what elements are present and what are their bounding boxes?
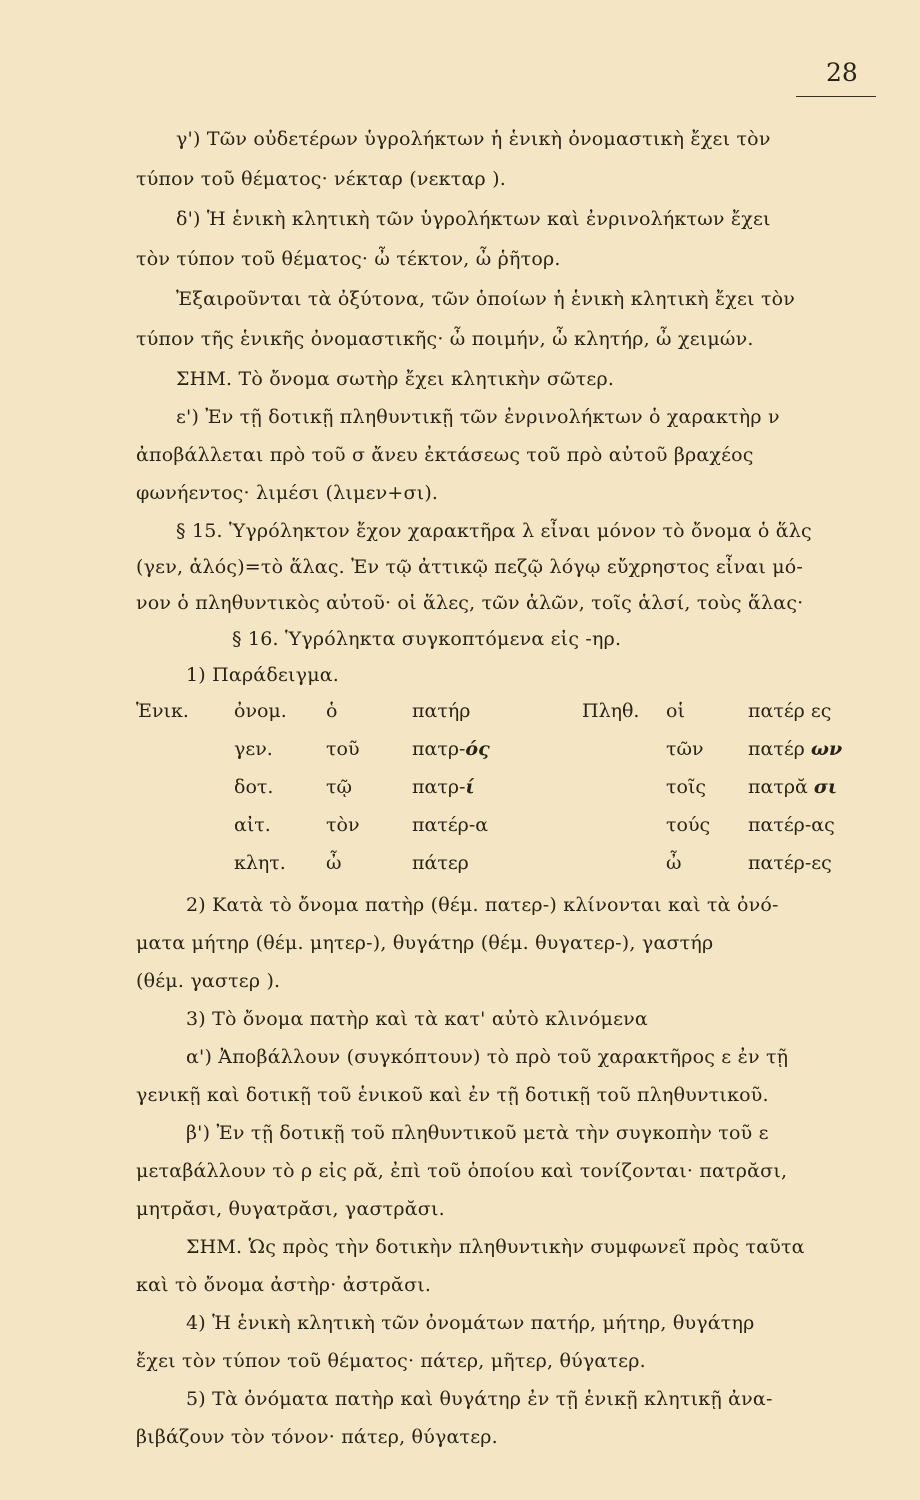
page-number: 28: [826, 58, 858, 87]
table-cell: τούς: [666, 814, 711, 836]
text-line: ε') Ἐν τῇ δοτικῇ πληθυντικῇ τῶν ἐνρινολήκτων ὁ χαρακτὴρ ν: [176, 406, 780, 428]
table-cell: αἰτ.: [234, 814, 271, 836]
table-cell-stem: πατρ-: [412, 776, 466, 798]
table-row: [136, 700, 876, 726]
text-line: φωνήεντος· λιμέσι (λιμεν+σι).: [136, 482, 439, 504]
text-line: ματα μήτηρ (θέμ. μητερ-), θυγάτηρ (θέμ. θυγατερ-), γαστήρ: [136, 932, 714, 954]
text-line: τύπον τῆς ἑνικῆς ὀνομαστικῆς· ὦ ποιμήν, ὦ κλητήρ, ὦ χειμών.: [136, 328, 754, 350]
table-cell: [748, 738, 842, 760]
table-cell: κλητ.: [234, 852, 286, 874]
text-line: 3) Τὸ ὄνομα πατὴρ καὶ τὰ κατ' αὐτὸ κλινόμενα: [186, 1008, 648, 1030]
text-line: ΣΗΜ. Τὸ ὄνομα σωτὴρ ἔχει κλητικὴν σῶτερ.: [176, 368, 615, 390]
table-cell-stem: πατέρ: [748, 738, 805, 760]
table-row: [136, 738, 876, 764]
text-line: μεταβάλλουν τὸ ρ εἰς ρᾰ, ἐπὶ τοῦ ὁποίου καὶ τονίζονται· πατρᾰσι,: [136, 1160, 788, 1182]
table-cell: τῷ: [326, 776, 353, 798]
table-cell: Πληθ.: [582, 700, 640, 722]
table-cell: οἱ: [666, 700, 685, 722]
table-cell: πατέρ-ες: [748, 852, 832, 874]
table-cell: [748, 700, 831, 722]
table-cell-ending: ες: [810, 700, 832, 722]
table-row: [136, 852, 876, 878]
table-cell: ὦ: [666, 852, 682, 874]
table-cell: ὀνομ.: [234, 700, 287, 722]
table-cell: τὸν: [326, 814, 360, 836]
section-heading: § 16. Ὑγρόληκτα συγκοπτόμενα εἰς -ηρ.: [232, 628, 622, 650]
table-cell-ending: ων: [810, 738, 843, 760]
text-line: (γεν, ἁλός)=τὸ ἅλας. Ἐν τῷ ἀττικῷ πεζῷ λόγῳ εὔχρηστος εἶναι μό-: [136, 556, 804, 578]
text-line: (θέμ. γαστερ ).: [136, 970, 281, 992]
table-cell-ending: σι: [813, 776, 838, 798]
table-cell: [412, 738, 490, 760]
text-line: β') Ἐν τῇ δοτικῇ τοῦ πληθυντικοῦ μετὰ τὴν συγκοπὴν τοῦ ε: [186, 1122, 769, 1144]
text-line: μητρᾰσι, θυγατρᾰσι, γαστρᾰσι.: [136, 1198, 445, 1220]
page-number-rule: [796, 96, 876, 97]
text-line: νον ὁ πληθυντικὸς αὐτοῦ· οἱ ἅλες, τῶν ἁλῶν, τοῖς ἁλσί, τοὺς ἅλας·: [136, 592, 804, 614]
text-line: α') Ἀποβάλλουν (συγκόπτουν) τὸ πρὸ τοῦ χαρακτῆρος ε ἐν τῇ: [186, 1046, 789, 1068]
table-cell: ὁ: [326, 700, 338, 722]
text-line: τύπον τοῦ θέματος· νέκταρ (νεκταρ ).: [136, 168, 506, 190]
table-row: [136, 814, 876, 840]
table-cell-stem: πατρ-: [412, 738, 466, 760]
table-cell: τοῦ: [326, 738, 360, 760]
table-cell-stem: πατέρ: [748, 700, 805, 722]
table-cell: πατήρ: [412, 700, 471, 722]
text-line: Ἐξαιροῦνται τὰ ὀξύτονα, τῶν ὁποίων ἡ ἑνικὴ κλητικὴ ἔχει τὸν: [176, 288, 796, 310]
table-cell: πατέρ-α: [412, 814, 489, 836]
text-line: καὶ τὸ ὄνομα ἀστὴρ· ἀστρᾰσι.: [136, 1274, 432, 1296]
table-cell: πάτερ: [412, 852, 469, 874]
text-line: 5) Τὰ ὀνόματα πατὴρ καὶ θυγάτηρ ἐν τῇ ἑνικῇ κλητικῇ ἀνα-: [186, 1388, 773, 1410]
table-cell-ending: ός: [465, 738, 490, 760]
section-heading: § 15. Ὑγρόληκτον ἔχον χαρακτῆρα λ εἶναι μόνον τὸ ὄνομα ὁ ἅλς: [176, 520, 812, 542]
table-cell: Ἑνικ.: [136, 700, 189, 722]
text-line: γ') Τῶν οὐδετέρων ὑγρολήκτων ἡ ἑνικὴ ὀνομαστικὴ ἔχει τὸν: [176, 128, 771, 150]
text-line: ἔχει τὸν τύπον τοῦ θέματος· πάτερ, μῆτερ, θύγατερ.: [136, 1350, 646, 1372]
table-cell: πατέρ-ας: [748, 814, 835, 836]
table-cell-stem: πατρᾰ: [748, 776, 808, 798]
text-line: ΣΗΜ. Ὡς πρὸς τὴν δοτικὴν πληθυντικὴν συμφωνεῖ πρὸς ταῦτα: [186, 1236, 805, 1258]
table-cell: [412, 776, 475, 798]
table-cell-ending: ί: [465, 776, 475, 798]
text-line: 1) Παράδειγμα.: [186, 664, 340, 686]
text-line: 2) Κατὰ τὸ ὄνομα πατὴρ (θέμ. πατερ-) κλίνονται καὶ τὰ ὀνό-: [186, 894, 779, 916]
text-line: 4) Ἡ ἑνικὴ κλητικὴ τῶν ὀνομάτων πατήρ, μήτηρ, θυγάτηρ: [186, 1312, 755, 1334]
table-cell: ὦ: [326, 852, 342, 874]
table-cell: δοτ.: [234, 776, 274, 798]
table-cell: γεν.: [234, 738, 273, 760]
text-line: γενικῇ καὶ δοτικῇ τοῦ ἑνικοῦ καὶ ἐν τῇ δοτικῇ τοῦ πληθυντικοῦ.: [136, 1084, 769, 1106]
table-cell: τῶν: [666, 738, 704, 760]
text-line: δ') Ἡ ἑνικὴ κλητικὴ τῶν ὑγρολήκτων καὶ ἐνρινολήκτων ἔχει: [176, 208, 771, 230]
table-cell: τοῖς: [666, 776, 707, 798]
table-cell: [748, 776, 837, 798]
text-line: τὸν τύπον τοῦ θέματος· ὦ τέκτον, ὦ ῥῆτορ.: [136, 248, 561, 270]
text-line: βιβάζουν τὸν τόνον· πάτερ, θύγατερ.: [136, 1426, 498, 1448]
table-row: [136, 776, 876, 802]
text-line: ἀποβάλλεται πρὸ τοῦ σ ἄνευ ἐκτάσεως τοῦ πρὸ αὐτοῦ βραχέος: [136, 444, 754, 466]
